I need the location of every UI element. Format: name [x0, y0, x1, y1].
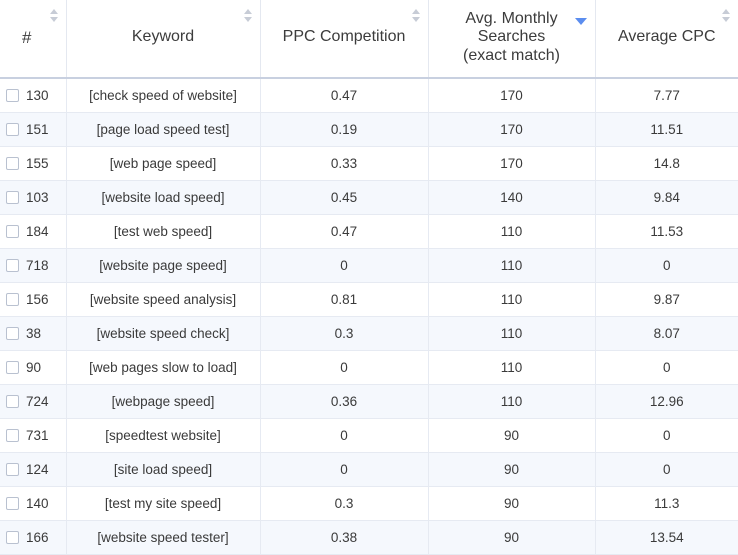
- average-cpc-cell: 7.77: [595, 78, 738, 112]
- row-number-cell: [0, 486, 66, 520]
- average-cpc-cell: 14.8: [595, 146, 738, 180]
- keyword-cell: [page load speed test]: [66, 112, 260, 146]
- ppc-competition-cell: 0.3: [260, 486, 428, 520]
- row-number-label: 130: [26, 88, 49, 104]
- row-number-label: 90: [26, 360, 42, 376]
- avg-monthly-searches-cell: 110: [428, 316, 595, 350]
- column-header-number-label: #: [22, 27, 32, 47]
- keyword-cell: [webpage speed]: [66, 384, 260, 418]
- row-checkbox[interactable]: [6, 531, 19, 544]
- row-number-cell: [0, 350, 66, 384]
- ppc-competition-cell: 0.3: [260, 316, 428, 350]
- average-cpc-cell: 0: [595, 452, 738, 486]
- avg-monthly-searches-cell: 110: [428, 214, 595, 248]
- ppc-competition-cell: 0.45: [260, 180, 428, 214]
- keyword-cell: [speedtest website]: [66, 418, 260, 452]
- row-number-cell: [0, 78, 66, 112]
- table-row[interactable]: [0, 180, 738, 214]
- row-number-cell: [0, 112, 66, 146]
- average-cpc-cell: 11.3: [595, 486, 738, 520]
- table-row[interactable]: [0, 486, 738, 520]
- row-checkbox[interactable]: [6, 259, 19, 272]
- row-number-cell: [0, 180, 66, 214]
- table-row[interactable]: [0, 520, 738, 554]
- row-number-label: 724: [26, 394, 49, 410]
- sort-arrows-icon[interactable]: [244, 8, 254, 24]
- keyword-cell: [site load speed]: [66, 452, 260, 486]
- avg-monthly-searches-cell: 90: [428, 520, 595, 554]
- avg-monthly-searches-cell: 170: [428, 112, 595, 146]
- ppc-competition-cell: 0.47: [260, 78, 428, 112]
- column-header-keyword-label: Keyword: [131, 28, 195, 46]
- header-row: [0, 0, 738, 78]
- row-checkbox[interactable]: [6, 327, 19, 340]
- row-number-label: 156: [26, 292, 49, 308]
- avg-monthly-searches-cell: 170: [428, 78, 595, 112]
- average-cpc-cell: 9.84: [595, 180, 738, 214]
- avg-monthly-searches-cell: 110: [428, 282, 595, 316]
- keyword-cell: [web pages slow to load]: [66, 350, 260, 384]
- table-row[interactable]: [0, 78, 738, 112]
- column-header-avg-monthly-searches[interactable]: [428, 0, 595, 78]
- keyword-cell: [website speed check]: [66, 316, 260, 350]
- ppc-competition-cell: 0: [260, 418, 428, 452]
- ppc-competition-cell: 0.19: [260, 112, 428, 146]
- table-row[interactable]: [0, 248, 738, 282]
- keyword-cell: [web page speed]: [66, 146, 260, 180]
- column-header-avg-monthly-searches-line1: Avg. Monthly: [465, 10, 558, 27]
- row-checkbox[interactable]: [6, 395, 19, 408]
- avg-monthly-searches-cell: 170: [428, 146, 595, 180]
- table-row[interactable]: [0, 418, 738, 452]
- row-number-cell: [0, 248, 66, 282]
- ppc-competition-cell: 0: [260, 350, 428, 384]
- keyword-cell: [test my site speed]: [66, 486, 260, 520]
- row-checkbox[interactable]: [6, 225, 19, 238]
- row-number-cell: [0, 214, 66, 248]
- avg-monthly-searches-cell: 90: [428, 418, 595, 452]
- row-number-label: 166: [26, 530, 49, 546]
- average-cpc-cell: 12.96: [595, 384, 738, 418]
- ppc-competition-cell: 0.38: [260, 520, 428, 554]
- keyword-cell: [website load speed]: [66, 180, 260, 214]
- row-number-label: 124: [26, 462, 49, 478]
- ppc-competition-cell: 0.81: [260, 282, 428, 316]
- table-body: [0, 78, 738, 554]
- ppc-competition-cell: 0.36: [260, 384, 428, 418]
- ppc-competition-cell: 0: [260, 452, 428, 486]
- avg-monthly-searches-cell: 110: [428, 248, 595, 282]
- row-checkbox[interactable]: [6, 157, 19, 170]
- row-checkbox[interactable]: [6, 191, 19, 204]
- keyword-cell: [check speed of website]: [66, 78, 260, 112]
- row-number-cell: [0, 520, 66, 554]
- average-cpc-cell: 8.07: [595, 316, 738, 350]
- row-checkbox[interactable]: [6, 361, 19, 374]
- row-number-cell: [0, 418, 66, 452]
- table-row[interactable]: [0, 146, 738, 180]
- row-number-cell: [0, 146, 66, 180]
- keyword-cell: [website page speed]: [66, 248, 260, 282]
- row-number-label: 103: [26, 190, 49, 206]
- row-checkbox[interactable]: [6, 497, 19, 510]
- row-checkbox[interactable]: [6, 463, 19, 476]
- row-number-label: 184: [26, 224, 49, 240]
- ppc-competition-cell: 0: [260, 248, 428, 282]
- average-cpc-cell: 0: [595, 350, 738, 384]
- average-cpc-cell: 0: [595, 248, 738, 282]
- keyword-cell: [test web speed]: [66, 214, 260, 248]
- average-cpc-cell: 0: [595, 418, 738, 452]
- sort-arrows-icon[interactable]: [722, 8, 732, 24]
- average-cpc-cell: 11.51: [595, 112, 738, 146]
- table-row[interactable]: [0, 350, 738, 384]
- sort-descending-icon[interactable]: [575, 18, 587, 25]
- row-number-label: 155: [26, 156, 49, 172]
- row-number-label: 151: [26, 122, 49, 138]
- ppc-competition-cell: 0.47: [260, 214, 428, 248]
- row-number-label: 140: [26, 496, 49, 512]
- column-header-average-cpc[interactable]: [595, 0, 738, 78]
- row-number-cell: [0, 384, 66, 418]
- ppc-competition-cell: 0.33: [260, 146, 428, 180]
- column-header-avg-monthly-searches-line2: Searches: [477, 28, 546, 46]
- column-header-average-cpc-label: Average CPC: [617, 28, 716, 46]
- avg-monthly-searches-cell: 110: [428, 384, 595, 418]
- table-row[interactable]: [0, 112, 738, 146]
- column-header-number[interactable]: [0, 0, 66, 78]
- average-cpc-cell: 13.54: [595, 520, 738, 554]
- sort-arrows-icon[interactable]: [50, 8, 60, 24]
- table-row[interactable]: [0, 282, 738, 316]
- row-checkbox[interactable]: [6, 293, 19, 306]
- row-checkbox[interactable]: [6, 123, 19, 136]
- row-number-label: 731: [26, 428, 49, 444]
- column-header-keyword[interactable]: [66, 0, 260, 78]
- avg-monthly-searches-cell: 90: [428, 452, 595, 486]
- row-number-cell: [0, 316, 66, 350]
- column-header-avg-monthly-searches-line3: (exact match): [463, 46, 560, 64]
- avg-monthly-searches-cell: 90: [428, 486, 595, 520]
- table-row[interactable]: [0, 316, 738, 350]
- avg-monthly-searches-cell: 110: [428, 350, 595, 384]
- row-number-cell: [0, 282, 66, 316]
- sort-arrows-icon[interactable]: [412, 8, 422, 24]
- row-number-label: 718: [26, 258, 49, 274]
- keyword-cell: [website speed analysis]: [66, 282, 260, 316]
- table-row[interactable]: [0, 452, 738, 486]
- table-row[interactable]: [0, 214, 738, 248]
- column-header-ppc-competition[interactable]: [260, 0, 428, 78]
- keyword-cell: [website speed tester]: [66, 520, 260, 554]
- row-checkbox[interactable]: [6, 429, 19, 442]
- avg-monthly-searches-cell: 140: [428, 180, 595, 214]
- row-number-label: 38: [26, 326, 42, 342]
- row-number-cell: [0, 452, 66, 486]
- average-cpc-cell: 9.87: [595, 282, 738, 316]
- table-header: [0, 0, 738, 78]
- row-checkbox[interactable]: [6, 89, 19, 102]
- table-row[interactable]: [0, 384, 738, 418]
- average-cpc-cell: 11.53: [595, 214, 738, 248]
- column-header-ppc-competition-label: PPC Competition: [282, 28, 406, 46]
